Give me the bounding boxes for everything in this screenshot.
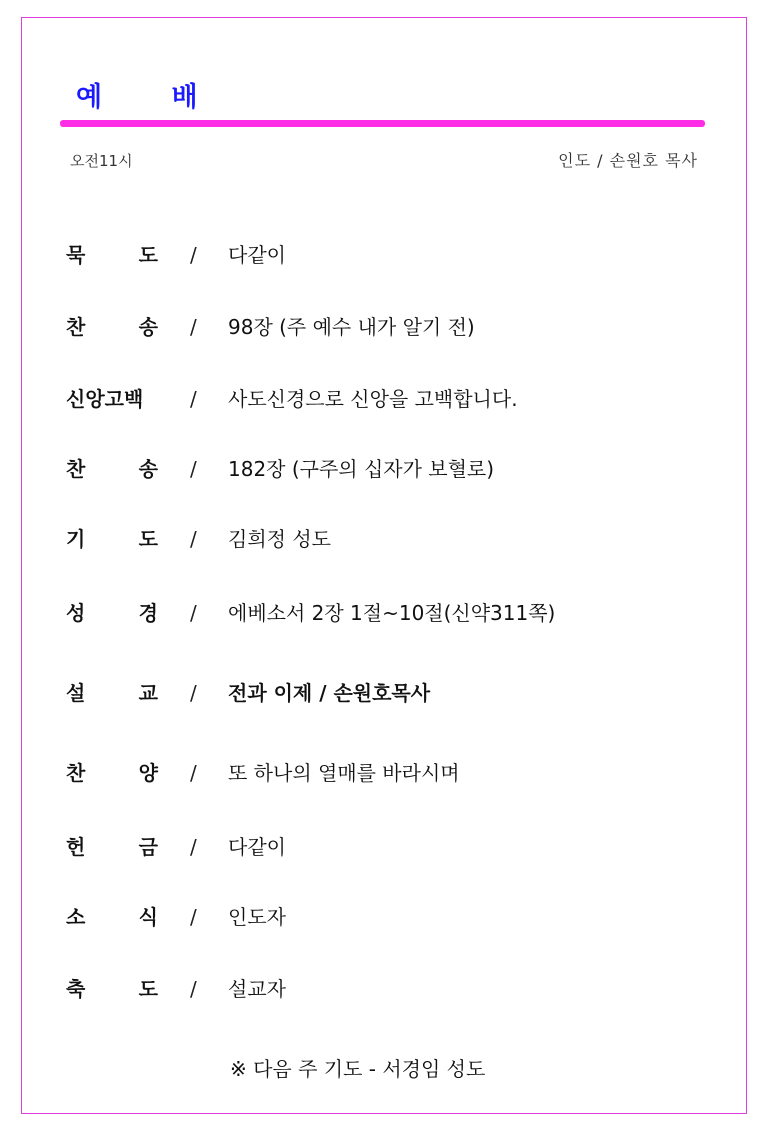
separator: / — [190, 457, 197, 481]
program-item-name: 신앙고백 — [66, 387, 144, 411]
program-item-sermon — [66, 676, 706, 710]
program-item-content: 다같이 — [228, 243, 286, 267]
program-item-content: 김희정 성도 — [228, 527, 331, 551]
program-item-praise — [66, 756, 706, 790]
program-item-confession — [66, 382, 706, 416]
service-leader: 인도 / 손원호 목사 — [558, 151, 698, 170]
program-item-scripture — [66, 596, 706, 630]
separator: / — [190, 681, 197, 705]
program-item-name: 찬 양 — [66, 761, 158, 785]
separator: / — [190, 977, 197, 1001]
program-item-hymn — [66, 310, 706, 344]
program-item-announcements — [66, 900, 706, 934]
program-item-name: 헌 금 — [66, 835, 158, 859]
program-item-name: 찬 송 — [66, 457, 158, 481]
program-item-name: 설 교 — [66, 681, 158, 705]
program-item-silent-prayer — [66, 238, 706, 272]
separator: / — [190, 315, 197, 339]
program-item-content: 사도신경으로 신앙을 고백합니다. — [228, 387, 518, 411]
program-item-name: 소 식 — [66, 905, 158, 929]
service-time: 오전11시 — [70, 152, 133, 170]
program-item-name: 묵 도 — [66, 243, 158, 267]
program-item-content: 전과 이제 / 손원호목사 — [228, 681, 431, 705]
program-item-name: 축 도 — [66, 977, 158, 1001]
separator: / — [190, 905, 197, 929]
program-item-content: 에베소서 2장 1절~10절(신약311쪽) — [228, 601, 556, 625]
separator: / — [190, 835, 197, 859]
separator: / — [190, 527, 197, 551]
separator: / — [190, 601, 197, 625]
program-item-content: 설교자 — [228, 977, 286, 1001]
program-item-offering — [66, 830, 706, 864]
program-item-content: 인도자 — [228, 905, 286, 929]
bulletin-title: 예 배 — [76, 82, 228, 113]
separator: / — [190, 387, 197, 411]
program-item-name: 찬 송 — [66, 315, 158, 339]
program-item-content: 다같이 — [228, 835, 286, 859]
program-item-hymn — [66, 452, 706, 486]
separator: / — [190, 761, 197, 785]
program-item-name: 기 도 — [66, 527, 158, 551]
separator: / — [190, 243, 197, 267]
next-week-prayer-note: ※ 다음 주 기도 - 서경임 성도 — [230, 1057, 486, 1081]
program-item-benediction — [66, 972, 706, 1006]
program-item-prayer — [66, 522, 706, 556]
program-item-name: 성 경 — [66, 601, 158, 625]
program-item-content: 182장 (구주의 십자가 보혈로) — [228, 457, 495, 481]
program-item-content: 또 하나의 열매를 바라시며 — [228, 761, 460, 785]
order-of-service — [66, 0, 706, 1137]
program-item-content: 98장 (주 예수 내가 알기 전) — [228, 315, 475, 339]
